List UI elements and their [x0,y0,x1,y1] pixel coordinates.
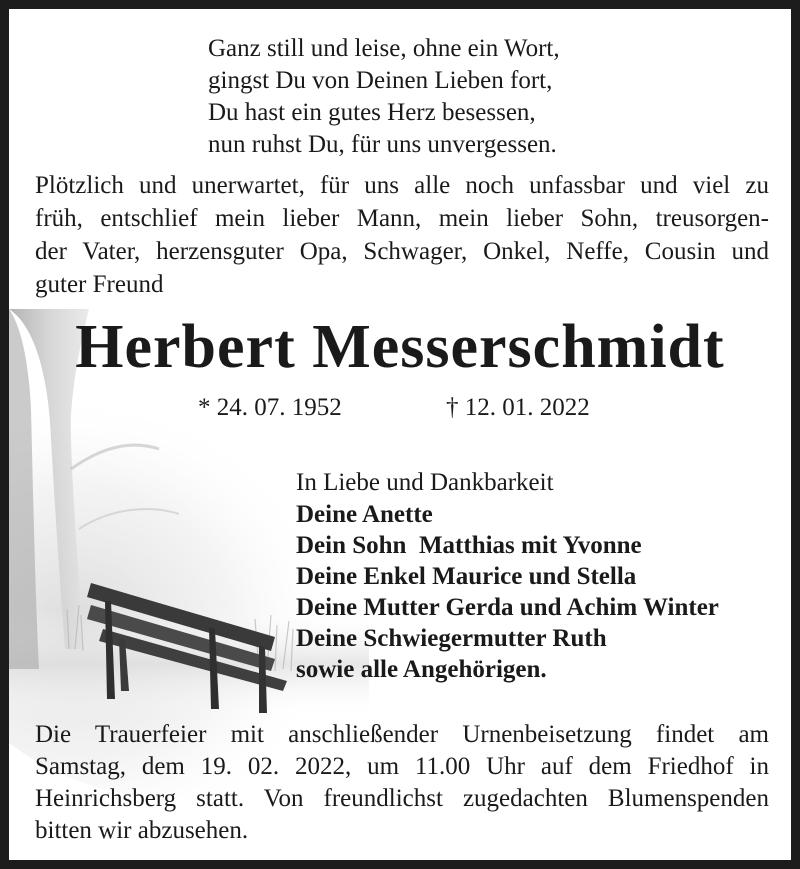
poem-line: Du hast ein gutes Herz besessen, [208,99,536,126]
mourners-list [296,467,719,685]
mourner-name: Dein Sohn Matthias mit Yvonne [296,532,642,559]
deceased-name: Herbert Messerschmidt [75,313,725,381]
birth-date: * 24. 07. 1952 [198,394,342,421]
announcement-line: Plötzlich und unerwartet, für uns alle noch unfassbar und viel zu [35,172,769,199]
mourners-lead: In Liebe und Dankbarkeit [296,469,554,496]
poem-line: Ganz still und leise, ohne ein Wort, [208,35,560,62]
service-line: Samstag, dem 19. 02. 2022, um 11.00 Uhr auf dem Friedhof in [35,753,769,780]
announcement-text [35,169,769,301]
service-line: Heinrichsberg statt. Von freundlichst zugedachten Blumenspenden [35,785,769,812]
mourner-name: sowie alle Angehörigen. [296,656,547,683]
poem-line: nun ruhst Du, für uns unvergessen. [208,131,557,158]
poem [208,33,560,161]
mourner-name: Deine Mutter Gerda und Achim Winter [296,594,719,621]
announcement-line: guter Freund [35,271,164,298]
death-date: † 12. 01. 2022 [446,394,590,421]
mourner-name: Deine Anette [296,501,433,528]
service-line: bitten wir abzusehen. [35,817,249,844]
poem-line: gingst Du von Deinen Lieben fort, [208,67,553,94]
service-line: Die Trauerfeier mit anschließender Urnenbeisetzung findet am [35,721,769,748]
mourner-name: Deine Enkel Maurice und Stella [296,563,637,590]
announcement-line: früh, entschlief mein lieber Mann, mein lieber Sohn, treusorgen- [35,205,769,232]
funeral-service-info [35,719,769,847]
announcement-line: der Vater, herzensguter Opa, Schwager, Onkel, Neffe, Cousin und [35,238,769,265]
mourner-name: Deine Schwiegermutter Ruth [296,625,607,652]
